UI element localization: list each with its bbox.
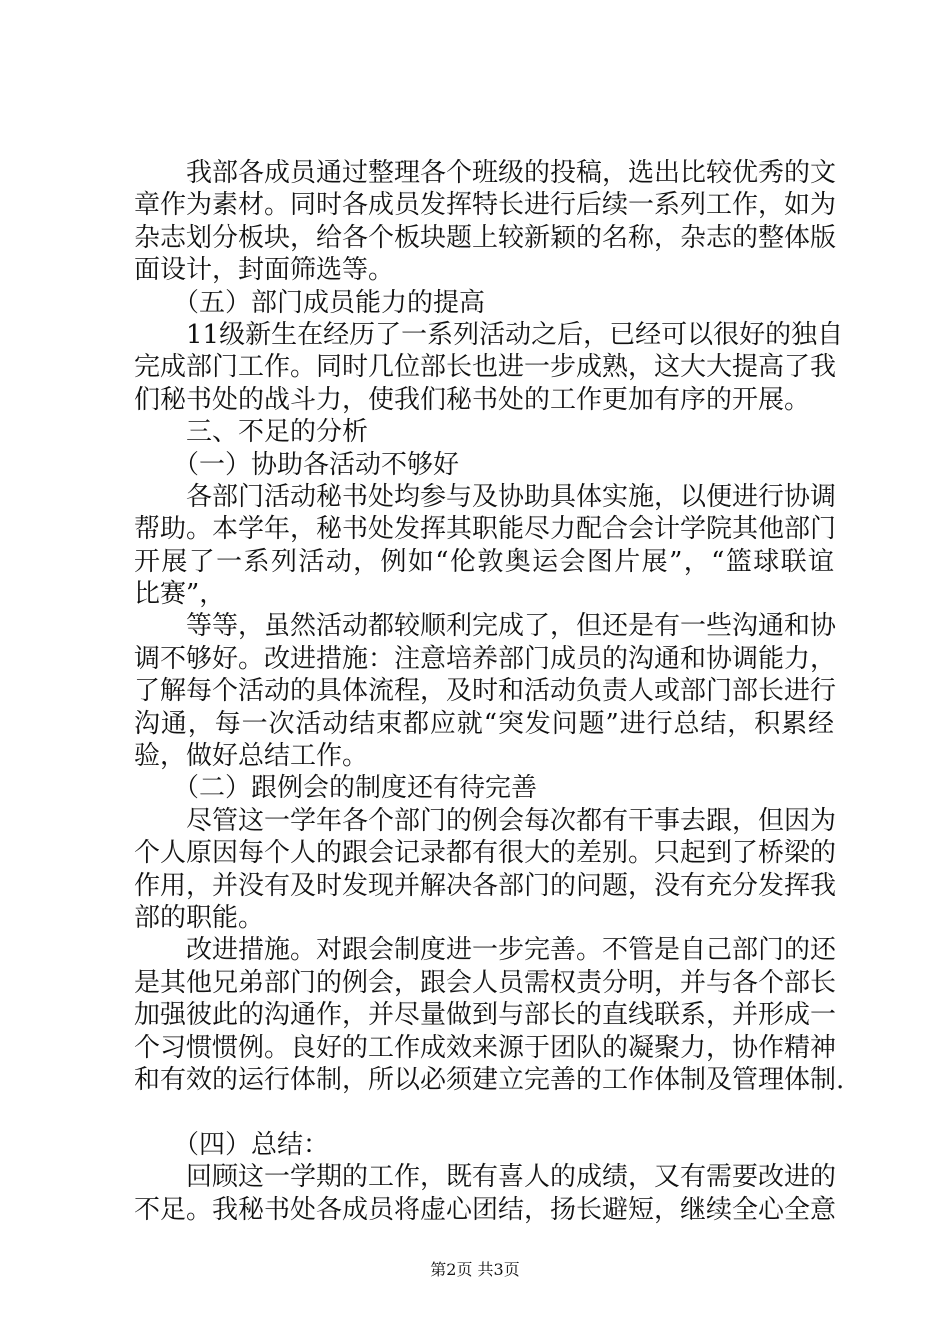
text-line: 帮助。本学年，秘书处发挥其职能尽力配合会计学院其他部门: [134, 514, 837, 545]
text-line: 部的职能。: [134, 902, 265, 933]
document-body: [134, 157, 845, 1226]
text-line: 我部各成员通过整理各个班级的投稿，选出比较优秀的文: [134, 158, 837, 188]
text-line: 验，做好总结工作。: [134, 741, 369, 772]
text-line: 章作为素材。同时各成员发挥特长进行后续一系列工作，如为: [134, 190, 837, 221]
text-line: 完成部门工作。同时几位部长也进一步成熟，这大大提高了我: [134, 352, 837, 383]
text-line: 个人原因每个人的跟会记录都有很大的差别。只起到了桥梁的: [134, 838, 837, 869]
text-line: 们秘书处的战斗力，使我们秘书处的工作更加有序的开展。: [134, 384, 811, 415]
text-line: 加强彼此的沟通作，并尽量做到与部长的直线联系，并形成一: [134, 1000, 837, 1031]
text-line: 是其他兄弟部门的例会，跟会人员需权责分明，并与各个部长: [134, 967, 837, 998]
text-line: 比赛”，: [134, 579, 226, 610]
text-line: （一）协助各活动不够好: [134, 449, 460, 480]
text-line: （五）部门成员能力的提高: [134, 287, 486, 318]
text-line: 不足。我秘书处各成员将虚心团结，扬长避短，继续全心全意: [134, 1194, 837, 1225]
text-line: 11级新生在经历了一系列活动之后，已经可以很好的独自: [134, 319, 844, 350]
text-line: 调不够好。改进措施：注意培养部门成员的沟通和协调能力，: [134, 643, 837, 674]
text-line: 三、不足的分析: [134, 417, 369, 448]
text-line: 回顾这一学期的工作，既有喜人的成绩，又有需要改进的: [134, 1162, 837, 1193]
text-line: 作用，并没有及时发现并解决各部门的问题，没有充分发挥我: [134, 870, 837, 901]
text-line: 各部门活动秘书处均参与及协助具体实施，以便进行协调: [134, 481, 837, 512]
page-number-footer: 第2页 共3页: [430, 1260, 520, 1279]
text-line: 和有效的运行体制，所以必须建立完善的工作体制及管理体制.: [134, 1064, 845, 1095]
text-line: 杂志划分板块，给各个板块题上较新颖的名称，杂志的整体版: [134, 222, 837, 253]
blank-line: [134, 1096, 834, 1128]
text-line: 开展了一系列活动，例如“伦敦奥运会图片展”，“篮球联谊: [134, 546, 834, 577]
text-line: 沟通，每一次活动结束都应就“突发问题”进行总结，积累经: [134, 708, 834, 739]
text-line: 尽管这一学年各个部门的例会每次都有干事去跟，但因为: [134, 805, 837, 836]
text-line: 了解每个活动的具体流程，及时和活动负责人或部门部长进行: [134, 676, 837, 707]
text-line: （二）跟例会的制度还有待完善: [134, 773, 538, 804]
text-line: （四）总结：: [134, 1129, 330, 1160]
text-line: 个习惯惯例。良好的工作成效来源于团队的凝聚力，协作精神: [134, 1032, 837, 1063]
text-line: 等等，虽然活动都较顺利完成了，但还是有一些沟通和协: [134, 611, 837, 642]
text-line: 改进措施。对跟会制度进一步完善。不管是自己部门的还: [134, 935, 837, 966]
text-line: 面设计，封面筛选等。: [134, 255, 395, 286]
